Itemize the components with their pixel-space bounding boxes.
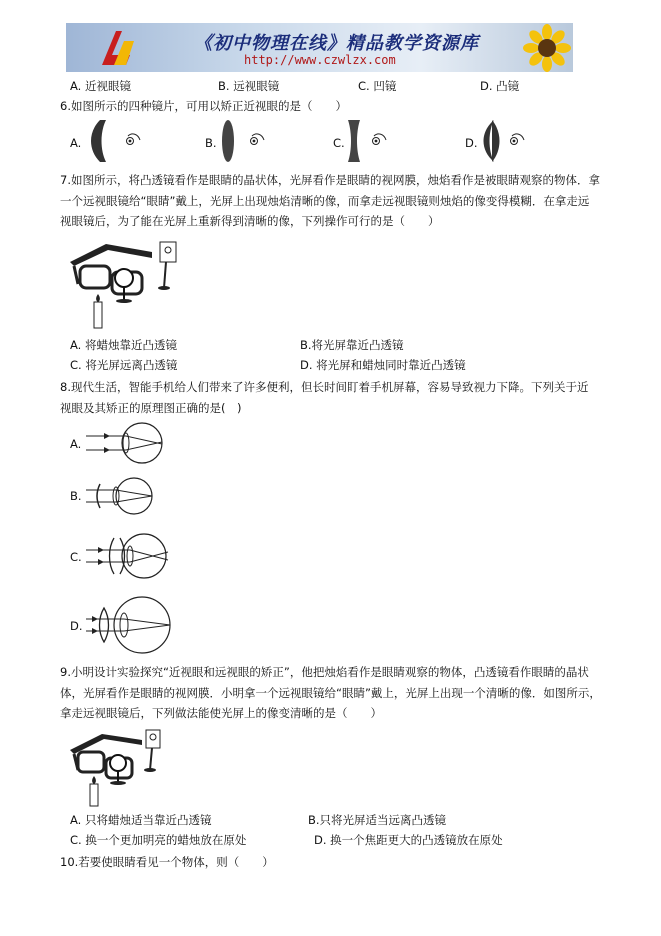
q5-option-b: B. 远视眼镜 bbox=[218, 79, 280, 93]
q8-label-a: A. bbox=[70, 437, 82, 451]
banner-title: 《初中物理在线》精品教学资源库 bbox=[194, 33, 479, 54]
q6-convex-lens-b-figure bbox=[218, 118, 278, 164]
q6-concave-lens-a-figure bbox=[86, 118, 146, 164]
q7-stem-line-1: 7.如图所示，将凸透镜看作是眼睛的晶状体，光屏看作是眼睛的视网膜，烛焰看作是被眼睛观察的物体．拿 bbox=[60, 173, 600, 187]
q6-label-a: A. bbox=[70, 136, 82, 150]
q7-option-d: D. 将光屏和蜡烛同时靠近凸透镜 bbox=[300, 358, 466, 372]
q8-eye-diagram-a bbox=[84, 420, 174, 466]
q6-label-b: B. bbox=[205, 136, 217, 150]
q5-option-a: A. 近视眼镜 bbox=[70, 79, 131, 93]
q6-concave-lens-c-figure bbox=[344, 118, 404, 164]
site-logo bbox=[96, 27, 140, 69]
q8-label-c: C. bbox=[70, 550, 82, 564]
q7-option-b: B.将光屏靠近凸透镜 bbox=[300, 338, 404, 352]
q7-stem-line-2: 一个远视眼镜给“眼睛”戴上，光屏上出现烛焰清晰的像，而拿走远视眼镜则烛焰的像变得模糊．在拿走远 bbox=[60, 194, 590, 208]
q9-option-d: D. 换一个焦距更大的凸透镜放在原处 bbox=[314, 833, 503, 847]
q5-option-d: D. 凸镜 bbox=[480, 79, 520, 93]
q9-glasses-experiment-figure bbox=[66, 728, 172, 808]
q5-option-c: C. 凹镜 bbox=[358, 79, 397, 93]
sunflower-icon bbox=[524, 25, 570, 71]
q9-option-c: C. 换一个更加明亮的蜡烛放在原处 bbox=[70, 833, 247, 847]
header-banner bbox=[66, 23, 573, 72]
q10-stem: 10.若要使眼睛看见一个物体，则（ ） bbox=[60, 855, 274, 869]
q9-option-b: B.只将光屏适当远离凸透镜 bbox=[308, 813, 447, 827]
q8-eye-diagram-c bbox=[84, 530, 176, 582]
q8-label-d: D. bbox=[70, 619, 83, 633]
q8-stem-line-2: 视眼及其矫正的原理图正确的是( ) bbox=[60, 401, 242, 415]
q9-stem-line-3: 拿走远视眼镜后，下列做法能使光屏上的像变清晰的是（ ） bbox=[60, 706, 382, 720]
q6-convex-lens-d-figure bbox=[478, 118, 538, 164]
q9-stem-line-1: 9.小明设计实验探究“近视眼和远视眼的矫正”，他把烛焰看作是眼睛观察的物体，凸透镜看作眼睛的晶状 bbox=[60, 665, 589, 679]
q7-option-a: A. 将蜡烛靠近凸透镜 bbox=[70, 338, 177, 352]
q8-eye-diagram-d bbox=[84, 592, 176, 658]
q8-stem-line-1: 8.现代生活，智能手机给人们带来了许多便利，但长时间盯着手机屏幕，容易导致视力下降。下列关于近 bbox=[60, 380, 589, 394]
q7-option-c: C. 将光屏远离凸透镜 bbox=[70, 358, 178, 372]
q6-label-d: D. bbox=[465, 136, 478, 150]
q7-glasses-experiment-figure bbox=[66, 238, 186, 330]
banner-url: http://www.czwlzx.com bbox=[244, 53, 396, 67]
q7-stem-line-3: 视眼镜后，为了能在光屏上重新得到清晰的像，下列操作可行的是（ ） bbox=[60, 214, 440, 228]
q8-eye-diagram-b bbox=[84, 476, 164, 516]
q9-stem-line-2: 体，光屏看作是眼睛的视网膜．小明拿一个远视眼镜给“眼睛”戴上，光屏上出现一个清晰的像．如图所示， bbox=[60, 686, 601, 700]
q9-option-a: A. 只将蜡烛适当靠近凸透镜 bbox=[70, 813, 212, 827]
q8-label-b: B. bbox=[70, 489, 82, 503]
q6-stem: 6.如图所示的四种镜片，可用以矫正近视眼的是（ ） bbox=[60, 99, 347, 113]
q6-label-c: C. bbox=[333, 136, 345, 150]
